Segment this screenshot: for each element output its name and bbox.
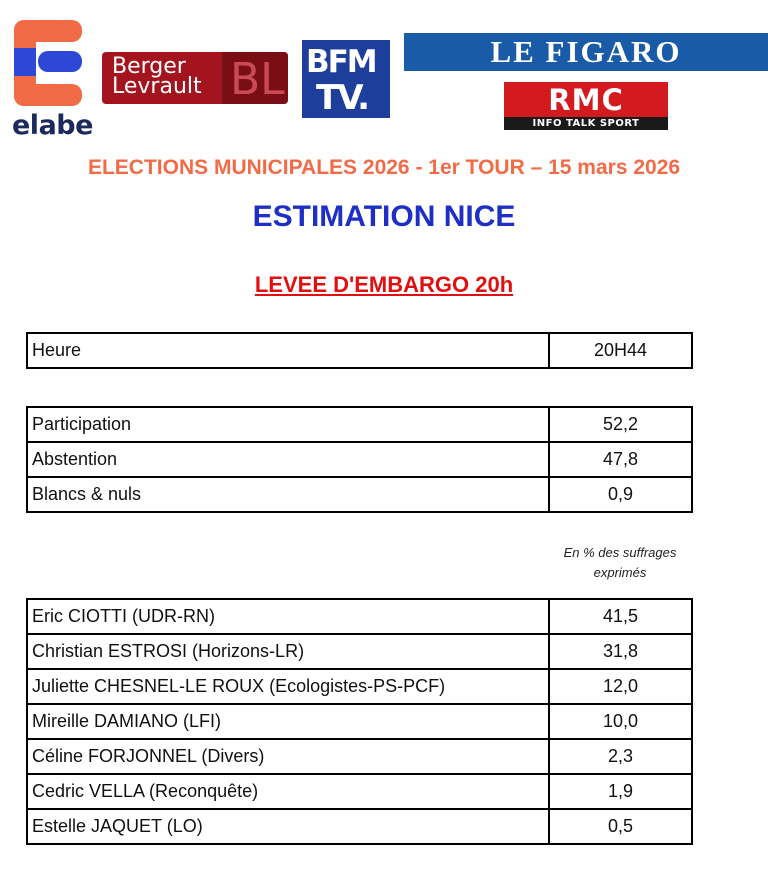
- tv-wordmark: TV.: [316, 78, 369, 118]
- abstention-label: Abstention: [27, 442, 549, 477]
- candidates-table: [26, 598, 693, 845]
- candidate-score: 2,3: [549, 739, 692, 774]
- berger-line: Berger: [112, 54, 186, 79]
- table-row: [27, 809, 692, 844]
- time-value: 20H44: [549, 333, 692, 368]
- candidate-score: 10,0: [549, 704, 692, 739]
- candidate-score: 0,5: [549, 809, 692, 844]
- candidate-score: 41,5: [549, 599, 692, 634]
- elabe-wordmark: elabe: [12, 110, 93, 141]
- bfm-wordmark: BFM: [306, 44, 376, 80]
- participation-value: 52,2: [549, 407, 692, 442]
- candidate-name: Eric CIOTTI (UDR-RN): [27, 599, 549, 634]
- participation-table: [26, 406, 693, 513]
- time-label: Heure: [27, 333, 549, 368]
- levrault-line: Levrault: [112, 74, 202, 99]
- candidate-name: Cedric VELLA (Reconquête): [27, 774, 549, 809]
- le-figaro-logo: LE FIGARO: [404, 33, 768, 71]
- candidate-score: 1,9: [549, 774, 692, 809]
- media-logos: [0, 0, 768, 150]
- elabe-logo: [8, 18, 93, 141]
- rmc-wordmark: RMC: [548, 83, 624, 117]
- time-table: [26, 332, 693, 369]
- table-row: [27, 333, 692, 368]
- votes-note: En % des suffrages exprimés: [563, 545, 677, 580]
- blank-null-value: 0,9: [549, 477, 692, 512]
- berger-levrault-wordmark: [112, 54, 202, 99]
- blank-null-label: Blancs & nuls: [27, 477, 549, 512]
- berger-levrault-logo: [102, 52, 288, 104]
- candidate-score: 31,8: [549, 634, 692, 669]
- candidate-name: Mireille DAMIANO (LFI): [27, 704, 549, 739]
- berger-levrault-mark: BL: [230, 54, 285, 104]
- table-row: [27, 774, 692, 809]
- elabe-e-icon: [8, 18, 92, 108]
- candidate-name: Céline FORJONNEL (Divers): [27, 739, 549, 774]
- rmc-tagline: INFO TALK SPORT: [504, 117, 668, 130]
- election-subtitle: ELECTIONS MUNICIPALES 2026 - 1er TOUR – 15 mars 2026: [87, 156, 681, 179]
- table-row: [27, 407, 692, 442]
- candidate-name: Estelle JAQUET (LO): [27, 809, 549, 844]
- rmc-logo: [504, 82, 668, 130]
- participation-label: Participation: [27, 407, 549, 442]
- page-title: ESTIMATION NICE: [252, 200, 516, 233]
- embargo-notice: LEVEE D'EMBARGO 20h: [254, 272, 514, 297]
- candidate-name: Juliette CHESNEL-LE ROUX (Ecologistes-PS-PCF): [27, 669, 549, 704]
- table-row: [27, 739, 692, 774]
- bfmtv-logo: [302, 40, 390, 118]
- candidate-name: Christian ESTROSI (Horizons-LR): [27, 634, 549, 669]
- table-row: [27, 634, 692, 669]
- table-row: [27, 477, 692, 512]
- table-row: [27, 704, 692, 739]
- abstention-value: 47,8: [549, 442, 692, 477]
- table-row: [27, 442, 692, 477]
- table-row: [27, 669, 692, 704]
- candidate-score: 12,0: [549, 669, 692, 704]
- table-row: [27, 599, 692, 634]
